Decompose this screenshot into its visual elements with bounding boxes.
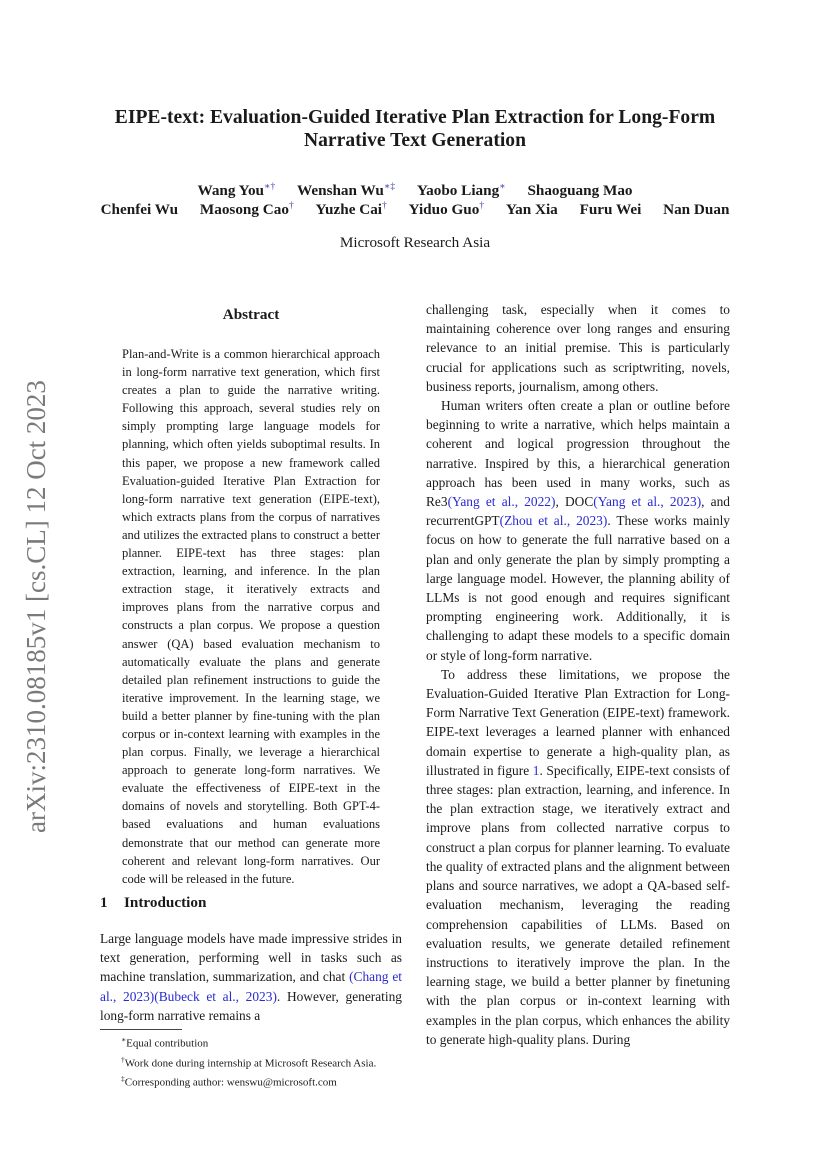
author: Maosong Cao† [199, 201, 294, 219]
figure-link[interactable]: 1 [532, 762, 540, 778]
paragraph: To address these limitations, we propose the Evaluation-Guided Iterative Plan Extraction for Long-Form Narrative Text Generation (EIPE-text) framework. EIPE-text leverages a learned planner with enhanced domain expertise to generate a high-quality plan, as illustrated in figure 1. Specifically, EIPE-text consists of three stages: plan extraction, learning, and inference. In the plan extraction stage, we iteratively extract and improve plans from collected narrative corpus to construct a plan corpus for planner learning. To evaluate the quality of extracted plans and the alignment between plans and source narratives, we adopt a QA-based self-evaluation mechanism, leveraging the reading comprehension capabilities of LLMs. Based on evaluation results, we generate detailed refinement instructions to iteratively improve the plan. In the learning stage, we build a better planner by finetuning with the plan corpus or in-context learning with examples in the plan corpus, which enhances the ability to generate high-quality plans. During [426, 666, 730, 1047]
footnote: †Work done during internship at Microsoft Research Asia. [121, 1054, 377, 1070]
author: Shaoguang Mao [527, 182, 633, 200]
citation-link[interactable]: (Yang et al., 2023) [593, 494, 702, 510]
author: Furu Wei [579, 201, 642, 219]
citation-link[interactable]: (Chang et al., 2023) [100, 969, 402, 1004]
footnote: ‡Corresponding author: wenswu@microsoft.com [121, 1074, 337, 1089]
footnote-divider [100, 1029, 182, 1030]
footnote: ∗Equal contribution [121, 1035, 209, 1050]
section-title: Introduction [124, 894, 207, 911]
author: Yuzhe Cai† [315, 201, 387, 219]
title-line-1: EIPE-text: Evaluation-Guided Iterative Plan Extraction for Long-Form [114, 107, 716, 128]
abstract-body: Plan-and-Write is a common hierarchical approach in long-form narrative text generation, which first creates a plan to guide the narrative writing. Following this approach, several studies rely on simply prompting large language models for planning, which often yields suboptimal results. In this paper, we propose a new framework called Evaluation-guided Iterative Plan Extraction for long-form narrative text generation (EIPE-text), which extracts plans from the corpus of narratives and utilizes the extracted plans to construct a better planner. EIPE-text has three stages: plan extraction, learning, and inference. In the plan extraction stage, it iteratively extracts and improves plans from the narrative corpus and constructs a plan corpus. We propose a question answer (QA) based evaluation mechanism to automatically evaluate the plans and generate detailed plan refinement instructions to guide the iterative improvement. In the learning stage, we build a better planner by fine-tuning with the plan corpus or in-context learning with examples in the plan corpus. Finally, we leverage a hierarchical approach to generate long-form narratives. We evaluate the effectiveness of EIPE-text in the domains of novels and storytelling. Both GPT-4-based evaluations and human evaluations demonstrate that our method can generate more coherent and relevant long-form narratives. Our code will be released in the future. [122, 347, 380, 886]
author-row-2 [60, 201, 770, 219]
author: Nan Duan [663, 201, 730, 219]
section-number: 1 [100, 894, 108, 911]
author: Yaobo Liang∗ [416, 182, 506, 200]
citation-link[interactable]: (Bubeck et al., 2023) [154, 988, 277, 1004]
right-column [426, 300, 730, 1049]
paper-title [90, 106, 740, 152]
section-heading-introduction [100, 894, 206, 912]
abstract-heading: Abstract [222, 306, 280, 323]
title-line-2: Narrative Text Generation [303, 130, 527, 151]
footnotes [100, 1032, 402, 1091]
citation-link[interactable]: (Yang et al., 2022) [447, 494, 556, 510]
author: Wenshan Wu∗‡ [297, 182, 396, 200]
author: Chenfei Wu [100, 201, 179, 219]
paragraph: Human writers often create a plan or outline before beginning to write a narrative, which helps maintain a coherent and logical progression throughout the narrative. Inspired by this, a hierarchical generation approach has been used in many works, such as Re3(Yang et al., 2022), DOC(Yang et al., 2023), and recurrentGPT(Zhou et al., 2023). These works mainly focus on how to generate the full narrative based on a plan and only generate the plan by simply prompting a large language model. However, the planning ability of LLMs is not good enough and requires significant prompting engineering work. Additionally, it is challenging to adapt these models to a specific domain or style of long-form narrative. [426, 398, 731, 663]
intro-paragraph: Large language models have made impressive strides in text generation, performing well in tasks such as machine translation, summarization, and chat (Chang et al., 2023)(Bubeck et al., 2023). However, generating long-form narrative remains a [100, 931, 403, 1023]
paragraph: challenging task, especially when it comes to maintaining coherence over long ranges and ensuring relevance to an initial premise. This is particularly crucial for applications such as scriptwriting, novels, business reports, journalism, among others. [426, 302, 730, 394]
author: Yan Xia [505, 201, 558, 219]
author-row-1 [60, 181, 770, 200]
author: Yiduo Guo† [408, 201, 485, 219]
affiliation: Microsoft Research Asia [339, 234, 491, 251]
citation-link[interactable]: (Zhou et al., 2023) [499, 513, 608, 529]
arxiv-side-stamp: arXiv:2310.08185v1 [cs.CL] 12 Oct 2023 [21, 380, 51, 834]
author: Wang You∗† [197, 182, 276, 200]
